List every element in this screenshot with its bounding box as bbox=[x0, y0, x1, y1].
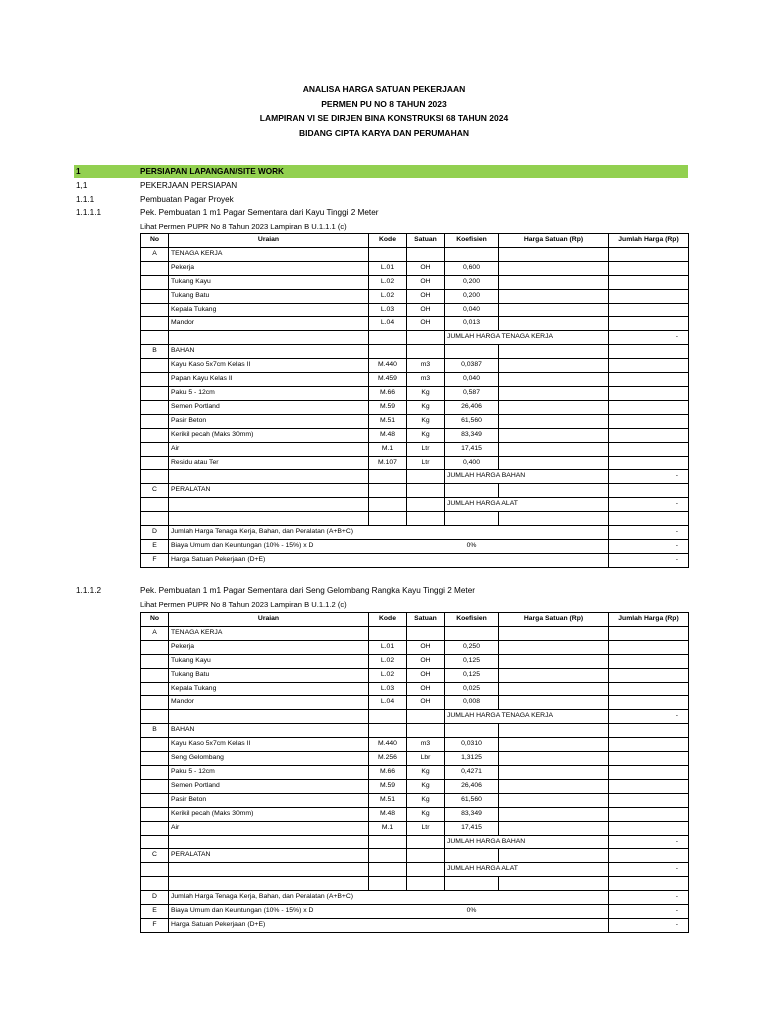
header-koefisien: Koefisien bbox=[445, 234, 499, 248]
item-title: Pek. Pembuatan 1 m1 Pagar Sementara dari Seng Gelombang Rangka Kayu Tinggi 2 Meter bbox=[140, 586, 475, 595]
header-no: No bbox=[141, 234, 169, 248]
summary-letter: E bbox=[141, 905, 169, 919]
row-satuan: Ltr bbox=[407, 456, 445, 470]
row-koefisien: 17,415 bbox=[445, 442, 499, 456]
table-row bbox=[141, 289, 689, 303]
table-row bbox=[141, 696, 689, 710]
row-koefisien: 1,3125 bbox=[445, 752, 499, 766]
item-title: Pek. Pembuatan 1 m1 Pagar Sementara dari Kayu Tinggi 2 Meter bbox=[140, 208, 379, 217]
row-koefisien: 83,349 bbox=[445, 428, 499, 442]
row-satuan: Kg bbox=[407, 765, 445, 779]
row-kode: M.59 bbox=[369, 400, 407, 414]
summary-letter: F bbox=[141, 918, 169, 932]
row-satuan: OH bbox=[407, 303, 445, 317]
row-satuan: m3 bbox=[407, 373, 445, 387]
header-harga-satuan: Harga Satuan (Rp) bbox=[499, 613, 609, 627]
summary-letter: D bbox=[141, 526, 169, 540]
summary-text: Biaya Umum dan Keuntungan (10% - 15%) x D bbox=[169, 539, 445, 553]
row-satuan: Lbr bbox=[407, 752, 445, 766]
table-row bbox=[141, 807, 689, 821]
title-line-1: ANALISA HARGA SATUAN PEKERJAAN bbox=[302, 84, 466, 94]
subsection-number: 1,1 bbox=[76, 181, 88, 190]
row-satuan: Kg bbox=[407, 414, 445, 428]
row-koefisien: 0,0310 bbox=[445, 738, 499, 752]
title-line-4: BIDANG CIPTA KARYA DAN PERUMAHAN bbox=[298, 127, 469, 138]
peralatan-group-row bbox=[141, 484, 689, 498]
peralatan-group-row bbox=[141, 849, 689, 863]
row-koefisien: 26,406 bbox=[445, 400, 499, 414]
row-satuan: Ltr bbox=[407, 821, 445, 835]
summary-percent: 0% bbox=[445, 905, 499, 919]
row-koefisien: 0,125 bbox=[445, 654, 499, 668]
summary-text: Jumlah Harga Tenaga Kerja, Bahan, dan Peralatan (A+B+C) bbox=[169, 891, 445, 905]
summary-letter: E bbox=[141, 539, 169, 553]
row-uraian: Residu atau Ter bbox=[169, 456, 369, 470]
header-jumlah-harga: Jumlah Harga (Rp) bbox=[609, 613, 689, 627]
row-kode: M.48 bbox=[369, 428, 407, 442]
row-koefisien: 61,560 bbox=[445, 414, 499, 428]
summary-text: Biaya Umum dan Keuntungan (10% - 15%) x D bbox=[169, 905, 445, 919]
summary-d-row bbox=[141, 891, 689, 905]
table-row bbox=[141, 275, 689, 289]
row-koefisien: 0,125 bbox=[445, 668, 499, 682]
row-kode: M.48 bbox=[369, 807, 407, 821]
row-uraian: Paku 5 - 12cm bbox=[169, 386, 369, 400]
summary-value: - bbox=[609, 539, 689, 553]
group-label: PERALATAN bbox=[169, 484, 369, 498]
row-kode: M.459 bbox=[369, 373, 407, 387]
total-label: JUMLAH HARGA BAHAN bbox=[445, 835, 609, 849]
row-uraian: Tukang Kayu bbox=[169, 275, 369, 289]
subsubsection-label: Pembuatan Pagar Proyek bbox=[140, 195, 234, 204]
subsubsection-number: 1.1.1 bbox=[76, 195, 95, 204]
peralatan-total-row bbox=[141, 863, 689, 877]
row-uraian: Paku 5 - 12cm bbox=[169, 765, 369, 779]
row-koefisien: 0,0387 bbox=[445, 359, 499, 373]
table-row bbox=[141, 654, 689, 668]
header-satuan: Satuan bbox=[407, 234, 445, 248]
row-koefisien: 0,008 bbox=[445, 696, 499, 710]
section-header bbox=[74, 165, 688, 178]
summary-text: Jumlah Harga Tenaga Kerja, Bahan, dan Peralatan (A+B+C) bbox=[169, 526, 445, 540]
group-letter: C bbox=[141, 484, 169, 498]
header-uraian: Uraian bbox=[169, 613, 369, 627]
table-row bbox=[141, 359, 689, 373]
row-satuan: m3 bbox=[407, 738, 445, 752]
row-kode: M.1 bbox=[369, 821, 407, 835]
summary-value: - bbox=[609, 553, 689, 567]
subsection-label: PEKERJAAN PERSIAPAN bbox=[140, 181, 238, 190]
table-row bbox=[141, 303, 689, 317]
summary-value: - bbox=[609, 905, 689, 919]
row-kode: M.256 bbox=[369, 752, 407, 766]
group-letter: C bbox=[141, 849, 169, 863]
section-number: 1 bbox=[76, 167, 81, 176]
row-koefisien: 0,025 bbox=[445, 682, 499, 696]
row-koefisien: 26,406 bbox=[445, 779, 499, 793]
table-row bbox=[141, 386, 689, 400]
total-label: JUMLAH HARGA TENAGA KERJA bbox=[445, 331, 609, 345]
document-title bbox=[0, 82, 768, 140]
group-letter: A bbox=[141, 247, 169, 261]
bahan-group-row bbox=[141, 724, 689, 738]
total-label: JUMLAH HARGA ALAT bbox=[445, 863, 609, 877]
header-jumlah-harga: Jumlah Harga (Rp) bbox=[609, 234, 689, 248]
summary-value: - bbox=[609, 891, 689, 905]
row-koefisien: 0,4271 bbox=[445, 765, 499, 779]
row-uraian: Papan Kayu Kelas II bbox=[169, 373, 369, 387]
row-satuan: OH bbox=[407, 682, 445, 696]
row-uraian: Air bbox=[169, 821, 369, 835]
total-value: - bbox=[609, 331, 689, 345]
row-uraian: Mandor bbox=[169, 696, 369, 710]
row-satuan: Kg bbox=[407, 793, 445, 807]
table-row bbox=[141, 821, 689, 835]
total-value: - bbox=[609, 470, 689, 484]
summary-value: - bbox=[609, 918, 689, 932]
row-kode: M.51 bbox=[369, 793, 407, 807]
item-number: 1.1.1.1 bbox=[76, 208, 102, 217]
summary-e-row bbox=[141, 539, 689, 553]
row-kode: M.440 bbox=[369, 359, 407, 373]
summary-text: Harga Satuan Pekerjaan (D+E) bbox=[169, 553, 445, 567]
table-row bbox=[141, 765, 689, 779]
row-koefisien: 17,415 bbox=[445, 821, 499, 835]
row-kode: L.01 bbox=[369, 640, 407, 654]
row-koefisien: 0,200 bbox=[445, 289, 499, 303]
row-kode: M.1 bbox=[369, 442, 407, 456]
header-satuan: Satuan bbox=[407, 613, 445, 627]
row-koefisien: 61,560 bbox=[445, 793, 499, 807]
row-satuan: OH bbox=[407, 654, 445, 668]
row-uraian: Kayu Kaso 5x7cm Kelas II bbox=[169, 359, 369, 373]
row-uraian: Tukang Kayu bbox=[169, 654, 369, 668]
row-satuan: OH bbox=[407, 289, 445, 303]
row-satuan: Kg bbox=[407, 400, 445, 414]
item-number: 1.1.1.2 bbox=[76, 586, 102, 595]
row-satuan: OH bbox=[407, 668, 445, 682]
total-label: JUMLAH HARGA ALAT bbox=[445, 498, 609, 512]
row-kode: L.02 bbox=[369, 275, 407, 289]
row-uraian: Tukang Batu bbox=[169, 668, 369, 682]
section-label: PERSIAPAN LAPANGAN/SITE WORK bbox=[140, 167, 284, 176]
row-koefisien: 83,349 bbox=[445, 807, 499, 821]
table-row bbox=[141, 738, 689, 752]
row-koefisien: 0,200 bbox=[445, 275, 499, 289]
table-row bbox=[141, 668, 689, 682]
row-uraian: Semen Portland bbox=[169, 779, 369, 793]
summary-d-row bbox=[141, 526, 689, 540]
tenaga-kerja-group-row bbox=[141, 626, 689, 640]
table-row bbox=[141, 682, 689, 696]
table-row bbox=[141, 373, 689, 387]
row-uraian: Pasir Beton bbox=[169, 414, 369, 428]
row-satuan: Ltr bbox=[407, 442, 445, 456]
row-koefisien: 0,600 bbox=[445, 261, 499, 275]
group-letter: B bbox=[141, 345, 169, 359]
table-row bbox=[141, 752, 689, 766]
summary-percent: 0% bbox=[445, 539, 499, 553]
row-satuan: OH bbox=[407, 640, 445, 654]
row-koefisien: 0,013 bbox=[445, 317, 499, 331]
table-row bbox=[141, 428, 689, 442]
row-kode: M.440 bbox=[369, 738, 407, 752]
summary-letter: D bbox=[141, 891, 169, 905]
row-kode: L.02 bbox=[369, 654, 407, 668]
total-label: JUMLAH HARGA TENAGA KERJA bbox=[445, 710, 609, 724]
header-kode: Kode bbox=[369, 234, 407, 248]
row-uraian: Tukang Batu bbox=[169, 289, 369, 303]
row-satuan: OH bbox=[407, 317, 445, 331]
total-value: - bbox=[609, 863, 689, 877]
total-value: - bbox=[609, 710, 689, 724]
total-value: - bbox=[609, 835, 689, 849]
group-label: PERALATAN bbox=[169, 849, 369, 863]
group-label: TENAGA KERJA bbox=[169, 247, 369, 261]
row-satuan: Kg bbox=[407, 779, 445, 793]
row-uraian: Kepala Tukang bbox=[169, 682, 369, 696]
row-uraian: Kerikil pecah (Maks 30mm) bbox=[169, 428, 369, 442]
summary-f-row bbox=[141, 553, 689, 567]
item-reference: Lihat Permen PUPR No 8 Tahun 2023 Lampiran B U.1.1.2 (c) bbox=[140, 600, 347, 609]
table-header-row bbox=[141, 613, 689, 627]
row-kode: L.02 bbox=[369, 668, 407, 682]
subsection-header bbox=[74, 179, 688, 192]
row-uraian: Seng Gelombang bbox=[169, 752, 369, 766]
row-koefisien: 0,040 bbox=[445, 373, 499, 387]
table-row bbox=[141, 400, 689, 414]
header-no: No bbox=[141, 613, 169, 627]
bahan-group-row bbox=[141, 345, 689, 359]
row-satuan: OH bbox=[407, 275, 445, 289]
subsubsection-header bbox=[74, 193, 688, 206]
summary-letter: F bbox=[141, 553, 169, 567]
summary-text: Harga Satuan Pekerjaan (D+E) bbox=[169, 918, 445, 932]
row-uraian: Pekerja bbox=[169, 640, 369, 654]
summary-f-row bbox=[141, 918, 689, 932]
peralatan-total-row bbox=[141, 498, 689, 512]
row-uraian: Kerikil pecah (Maks 30mm) bbox=[169, 807, 369, 821]
row-satuan: Kg bbox=[407, 428, 445, 442]
row-kode: L.03 bbox=[369, 682, 407, 696]
row-koefisien: 0,040 bbox=[445, 303, 499, 317]
summary-e-row bbox=[141, 905, 689, 919]
row-satuan: Kg bbox=[407, 807, 445, 821]
row-satuan: OH bbox=[407, 261, 445, 275]
row-uraian: Pasir Beton bbox=[169, 793, 369, 807]
bahan-total-row bbox=[141, 470, 689, 484]
row-uraian: Pekerja bbox=[169, 261, 369, 275]
total-value: - bbox=[609, 498, 689, 512]
group-letter: B bbox=[141, 724, 169, 738]
row-uraian: Semen Portland bbox=[169, 400, 369, 414]
row-kode: M.66 bbox=[369, 765, 407, 779]
row-kode: L.03 bbox=[369, 303, 407, 317]
row-kode: L.04 bbox=[369, 696, 407, 710]
table-row bbox=[141, 442, 689, 456]
ahsp-table bbox=[140, 612, 689, 933]
header-uraian: Uraian bbox=[169, 234, 369, 248]
row-koefisien: 0,250 bbox=[445, 640, 499, 654]
row-uraian: Mandor bbox=[169, 317, 369, 331]
row-kode: L.01 bbox=[369, 261, 407, 275]
group-label: BAHAN bbox=[169, 724, 369, 738]
row-kode: M.66 bbox=[369, 386, 407, 400]
group-letter: A bbox=[141, 626, 169, 640]
row-koefisien: 0,400 bbox=[445, 456, 499, 470]
ahsp-table bbox=[140, 233, 689, 568]
table-row bbox=[141, 793, 689, 807]
table-header-row bbox=[141, 234, 689, 248]
title-line-3: LAMPIRAN VI SE DIRJEN BINA KONSTRUKSI 68 TAHUN 2024 bbox=[259, 113, 509, 124]
table-row bbox=[141, 414, 689, 428]
header-harga-satuan: Harga Satuan (Rp) bbox=[499, 234, 609, 248]
row-kode: M.59 bbox=[369, 779, 407, 793]
row-satuan: Kg bbox=[407, 386, 445, 400]
summary-value: - bbox=[609, 526, 689, 540]
table-row bbox=[141, 261, 689, 275]
table-row bbox=[141, 640, 689, 654]
row-kode: M.51 bbox=[369, 414, 407, 428]
total-label: JUMLAH HARGA BAHAN bbox=[445, 470, 609, 484]
row-kode: M.107 bbox=[369, 456, 407, 470]
tenaga-kerja-group-row bbox=[141, 247, 689, 261]
row-uraian: Air bbox=[169, 442, 369, 456]
title-line-2: PERMEN PU NO 8 TAHUN 2023 bbox=[321, 98, 447, 109]
row-uraian: Kepala Tukang bbox=[169, 303, 369, 317]
table-row bbox=[141, 779, 689, 793]
table-row bbox=[141, 456, 689, 470]
row-satuan: m3 bbox=[407, 359, 445, 373]
header-kode: Kode bbox=[369, 613, 407, 627]
tenaga-kerja-total-row bbox=[141, 331, 689, 345]
row-kode: L.02 bbox=[369, 289, 407, 303]
tenaga-kerja-total-row bbox=[141, 710, 689, 724]
group-label: TENAGA KERJA bbox=[169, 626, 369, 640]
header-koefisien: Koefisien bbox=[445, 613, 499, 627]
row-uraian: Kayu Kaso 5x7cm Kelas II bbox=[169, 738, 369, 752]
bahan-total-row bbox=[141, 835, 689, 849]
group-label: BAHAN bbox=[169, 345, 369, 359]
row-satuan: OH bbox=[407, 696, 445, 710]
item-reference: Lihat Permen PUPR No 8 Tahun 2023 Lampiran B U.1.1.1 (c) bbox=[140, 222, 347, 231]
row-koefisien: 0,587 bbox=[445, 386, 499, 400]
row-kode: L.04 bbox=[369, 317, 407, 331]
table-row bbox=[141, 317, 689, 331]
